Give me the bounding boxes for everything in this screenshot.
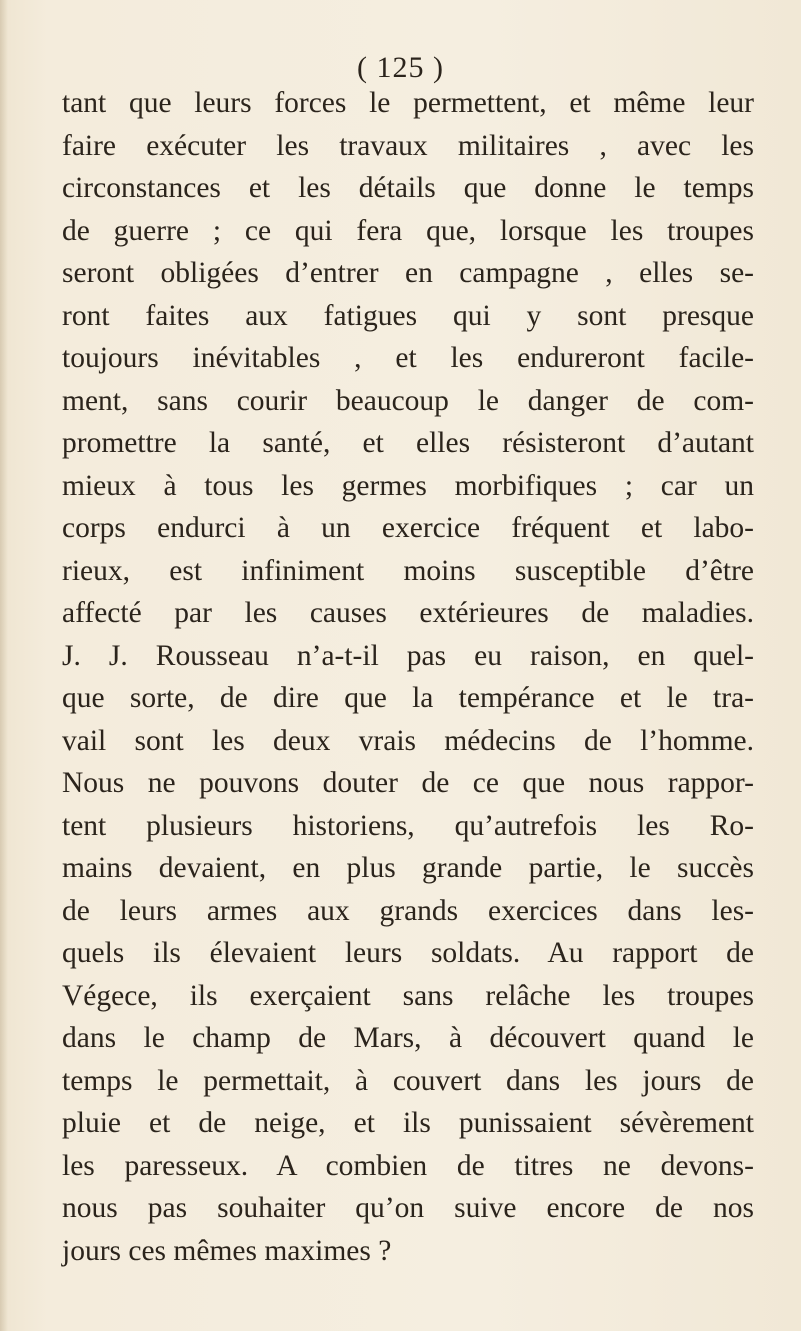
text-line: mieux à tous les germes morbifiques ; car un [62, 469, 754, 502]
text-line: temps le permettait, à couvert dans les jours de [62, 1064, 754, 1097]
text-line: toujours inévitables , et les endureront facile- [62, 342, 754, 374]
text-line: affecté par les causes extérieures de maladies. [62, 597, 754, 629]
text-line: quels ils élevaient leurs soldats. Au rapport de [62, 937, 754, 969]
text-line: corps endurci à un exercice fréquent et labo- [62, 512, 754, 544]
text-line: tent plusieurs historiens, qu’autrefois les Ro- [62, 809, 754, 842]
text-line: Végece, ils exerçaient sans relâche les troupes [62, 979, 754, 1012]
page-number: ( 125 ) [357, 51, 444, 84]
text-line: dans le champ de Mars, à découvert quand le [62, 1022, 754, 1054]
text-line: de guerre ; ce qui fera que, lorsque les troupes [62, 214, 754, 247]
text-line: que sorte, de dire que la tempérance et le tra- [62, 682, 754, 714]
text-line: rieux, est infiniment moins susceptible d’être [62, 554, 754, 587]
text-line: vail sont les deux vrais médecins de l’homme. [62, 724, 754, 757]
text-line: tant que leurs forces le permettent, et même leur [62, 87, 754, 119]
text-line: ront faites aux fatigues qui y sont presque [62, 299, 754, 332]
text-line: promettre la santé, et elles résisteront d’autant [62, 427, 754, 459]
text-line: nous pas souhaiter qu’on suive encore de nos [62, 1192, 754, 1224]
text-line: mains devaient, en plus grande partie, le succès [62, 852, 754, 884]
text-line: pluie et de neige, et ils punissaient sévèrement [62, 1107, 754, 1139]
body-text [62, 82, 754, 1272]
page-gutter [0, 0, 8, 1331]
text-line: seront obligées d’entrer en campagne , elles se- [62, 257, 754, 289]
text-line: faire exécuter les travaux militaires , avec les [62, 129, 754, 162]
text-line: circonstances et les détails que donne le temps [62, 172, 754, 204]
text-line: ment, sans courir beaucoup le danger de com- [62, 384, 754, 417]
text-line: Nous ne pouvons douter de ce que nous rappor- [62, 767, 754, 799]
text-line-last: jours ces mêmes maximes ? [62, 1234, 392, 1267]
text-line: de leurs armes aux grands exercices dans les- [62, 894, 754, 927]
text-line: J. J. Rousseau n’a-t-il pas eu raison, en quel- [62, 639, 754, 672]
text-line: les paresseux. A combien de titres ne devons- [62, 1149, 754, 1182]
